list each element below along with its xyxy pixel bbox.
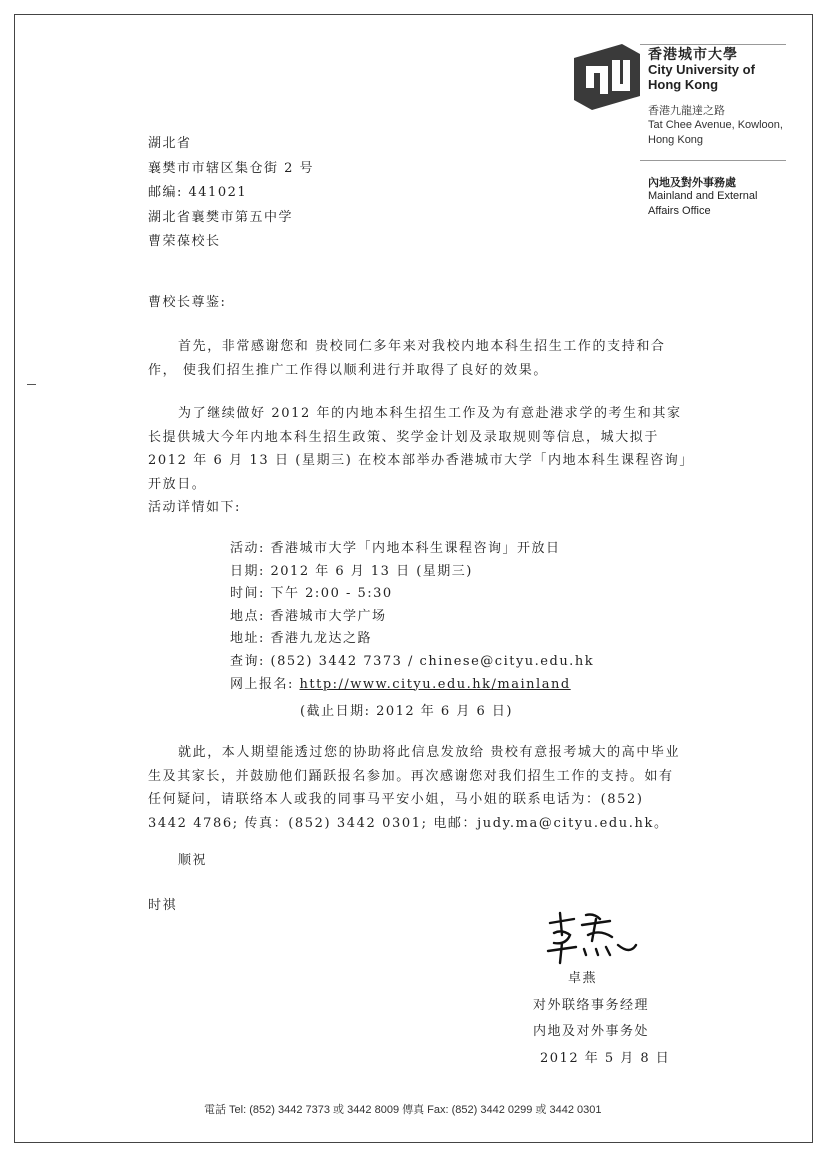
margin-mark: [27, 384, 36, 385]
registration-link[interactable]: http://www.cityu.edu.hk/mainland: [299, 676, 571, 692]
salutation: 曹校长尊鉴:: [148, 295, 227, 310]
recipient-line: 湖北省襄樊市第五中学: [148, 209, 294, 225]
detail-enquiry: 查询: (852) 3442 7373 / chinese@cityu.edu.hk: [230, 653, 595, 669]
detail-venue: 地点: 香港城市大学广场: [230, 608, 387, 624]
signatory-department: 内地及对外事务处: [533, 1024, 650, 1039]
closing-line: 顺祝: [178, 853, 208, 868]
body-paragraph-3: 就此，本人期望能透过您的协助将此信息发放给 贵校有意报考城大的高中毕业生及其家长，并鼓励他们踊跃报名参加。再次感谢您对我们招生工作的支持。如有任何疑问，请联络本人或我的同事马平安小姐，马小姐的联系电话为：(852) 3442 4786; 传真：(852) 3442 0301; 电邮：judy.ma@cityu.edu.hk。: [148, 745, 681, 831]
university-address-en: Tat Chee Avenue, Kowloon, Hong Kong: [648, 119, 783, 146]
detail-address: 地址: 香港九龙达之路: [230, 631, 373, 647]
closing-greeting: 时祺: [148, 898, 178, 913]
detail-time: 时间: 下午 2:00 - 5:30: [230, 586, 393, 602]
signatory-title: 对外联络事务经理: [533, 998, 650, 1013]
office-name-zh: 內地及對外事務處: [648, 176, 736, 189]
letterhead-rule-bottom: [640, 160, 786, 161]
university-name-zh: 香港城市大學: [648, 47, 738, 63]
handwritten-signature: [540, 905, 640, 967]
office-name-en: Mainland and External Affairs Office: [648, 190, 758, 217]
footer-contact: 電話 Tel: (852) 3442 7373 或 3442 8009 傳真 Fax: (852) 3442 0299 或 3442 0301: [204, 1104, 602, 1116]
recipient-address: [148, 132, 314, 255]
university-address-zh: 香港九龍達之路: [648, 104, 725, 117]
cityu-logo-icon: [574, 44, 640, 110]
recipient-line: 湖北省: [148, 136, 192, 151]
detail-activity: 活动: 香港城市大学「内地本科生课程咨询」开放日: [230, 541, 561, 556]
university-name-en: City University of Hong Kong: [648, 62, 755, 92]
recipient-line: 襄樊市市辖区集仓街 2 号: [148, 160, 315, 176]
details-intro: 活动详情如下:: [148, 500, 241, 515]
body-paragraph-2: 为了继续做好 2012 年的内地本科生招生工作及为有意赴港求学的考生和其家长提供城大今年内地本科生招生政策、奖学金计划及录取规则等信息，城大拟于 2012 年 6 月 13 日 (星期三) 在校本部举办香港城市大学「内地本科生课程咨询」开放日。: [148, 406, 688, 492]
registration-label: 网上报名:: [230, 676, 300, 692]
detail-registration: [230, 674, 594, 697]
signatory-name: 卓燕: [568, 971, 598, 986]
detail-date: 日期: 2012 年 6 月 13 日 (星期三): [230, 563, 473, 579]
event-details: [230, 538, 594, 696]
body-paragraph-1: 首先，非常感谢您和 贵校同仁多年来对我校内地本科生招生工作的支持和合作， 使我们招生推广工作得以顺利进行并取得了良好的效果。: [148, 339, 666, 378]
recipient-line: 曹荣葆校长: [148, 234, 221, 249]
letter-date: 2012 年 5 月 8 日: [540, 1051, 671, 1066]
recipient-line: 邮编: 441021: [148, 185, 248, 200]
registration-deadline: (截止日期: 2012 年 6 月 6 日): [300, 704, 513, 719]
